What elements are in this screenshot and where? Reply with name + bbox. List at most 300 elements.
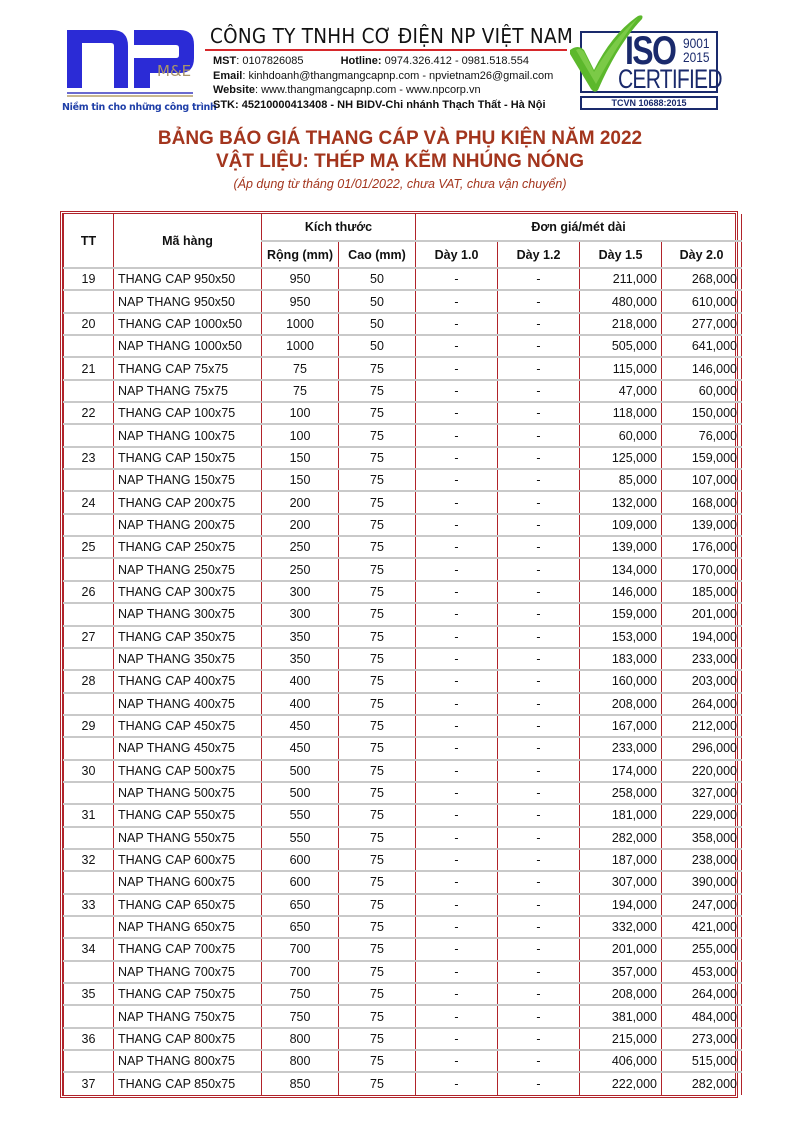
logo-rule	[67, 95, 193, 97]
width-mm: 600	[262, 849, 339, 871]
height-mm: 75	[339, 491, 416, 513]
product-code: THANG CAP 550x75	[114, 804, 262, 826]
row-number	[64, 290, 114, 312]
price-thickness-1-5: 134,000	[580, 558, 662, 580]
price-thickness-1-0: -	[416, 469, 498, 491]
product-code: THANG CAP 500x75	[114, 760, 262, 782]
price-thickness-1-2: -	[498, 290, 580, 312]
price-thickness-1-0: -	[416, 558, 498, 580]
price-thickness-1-0: -	[416, 536, 498, 558]
row-number	[64, 693, 114, 715]
table-row	[64, 290, 742, 312]
price-thickness-1-0: -	[416, 380, 498, 402]
price-thickness-1-0: -	[416, 335, 498, 357]
price-table-frame	[60, 211, 738, 1098]
row-number: 34	[64, 938, 114, 960]
bank-account: STK: 45210000413408 - NH BIDV-Chi nhánh Thạch Thất - Hà Nội	[213, 98, 546, 111]
product-code: THANG CAP 300x75	[114, 581, 262, 603]
price-thickness-1-5: 194,000	[580, 894, 662, 916]
price-thickness-1-5: 406,000	[580, 1050, 662, 1072]
email-row	[213, 69, 553, 84]
product-code: THANG CAP 650x75	[114, 894, 262, 916]
table-row	[64, 313, 742, 335]
price-thickness-1-0: -	[416, 961, 498, 983]
width-mm: 550	[262, 804, 339, 826]
height-mm: 50	[339, 268, 416, 290]
price-thickness-1-0: -	[416, 849, 498, 871]
price-thickness-1-5: 282,000	[580, 827, 662, 849]
table-row	[64, 491, 742, 513]
table-row	[64, 1072, 742, 1094]
height-mm: 75	[339, 648, 416, 670]
logo-suffix: M&E	[157, 62, 192, 80]
price-thickness-1-2: -	[498, 782, 580, 804]
row-number	[64, 782, 114, 804]
price-thickness-2-0: 273,000	[662, 1028, 742, 1050]
price-thickness-2-0: 168,000	[662, 491, 742, 513]
row-number: 37	[64, 1072, 114, 1094]
website-value[interactable]: : www.thangmangcapnp.com - www.npcorp.vn	[254, 84, 481, 96]
price-thickness-1-5: 47,000	[580, 380, 662, 402]
price-thickness-1-0: -	[416, 603, 498, 625]
width-mm: 550	[262, 827, 339, 849]
row-number: 29	[64, 715, 114, 737]
iso-certified-badge	[568, 14, 722, 110]
row-number	[64, 648, 114, 670]
product-code: THANG CAP 250x75	[114, 536, 262, 558]
price-thickness-2-0: 296,000	[662, 737, 742, 759]
price-thickness-1-0: -	[416, 424, 498, 446]
height-mm: 50	[339, 313, 416, 335]
width-mm: 350	[262, 648, 339, 670]
product-code: THANG CAP 200x75	[114, 491, 262, 513]
table-row	[64, 916, 742, 938]
document-title: BẢNG BÁO GIÁ THANG CÁP VÀ PHỤ KIỆN NĂM 2022	[157, 128, 643, 149]
height-mm: 75	[339, 581, 416, 603]
price-thickness-1-5: 357,000	[580, 961, 662, 983]
row-number: 22	[64, 402, 114, 424]
width-mm: 950	[262, 268, 339, 290]
col-header-day-1-2: Dày 1.2	[498, 241, 580, 268]
hotline-value: 0974.326.412 - 0981.518.554	[381, 55, 529, 67]
width-mm: 100	[262, 424, 339, 446]
price-thickness-2-0: 201,000	[662, 603, 742, 625]
iso-year-2015: 2015	[683, 49, 710, 65]
product-code: NAP THANG 450x75	[114, 737, 262, 759]
width-mm: 75	[262, 357, 339, 379]
price-thickness-1-2: -	[498, 447, 580, 469]
price-thickness-1-2: -	[498, 961, 580, 983]
price-thickness-1-5: 183,000	[580, 648, 662, 670]
price-thickness-1-5: 160,000	[580, 670, 662, 692]
header-divider	[205, 49, 567, 51]
price-thickness-1-0: -	[416, 871, 498, 893]
company-name: CÔNG TY TNHH CƠ ĐIỆN NP VIỆT NAM	[210, 24, 573, 48]
price-thickness-1-2: -	[498, 827, 580, 849]
table-row	[64, 603, 742, 625]
price-thickness-1-5: 201,000	[580, 938, 662, 960]
row-number: 33	[64, 894, 114, 916]
table-row	[64, 961, 742, 983]
price-thickness-1-0: -	[416, 737, 498, 759]
company-logo	[62, 28, 217, 113]
price-thickness-2-0: 150,000	[662, 402, 742, 424]
product-code: THANG CAP 950x50	[114, 268, 262, 290]
price-thickness-2-0: 282,000	[662, 1072, 742, 1094]
width-mm: 750	[262, 1005, 339, 1027]
price-thickness-1-2: -	[498, 357, 580, 379]
price-thickness-1-2: -	[498, 760, 580, 782]
email-value[interactable]: : kinhdoanh@thangmangcapnp.com - npvietnam26@gmail.com	[242, 69, 554, 82]
price-thickness-1-2: -	[498, 648, 580, 670]
website-row	[213, 83, 553, 98]
table-row	[64, 626, 742, 648]
row-number: 26	[64, 581, 114, 603]
height-mm: 50	[339, 290, 416, 312]
row-number	[64, 1005, 114, 1027]
table-row	[64, 737, 742, 759]
product-code: THANG CAP 450x75	[114, 715, 262, 737]
price-thickness-2-0: 358,000	[662, 827, 742, 849]
product-code: NAP THANG 750x75	[114, 1005, 262, 1027]
height-mm: 75	[339, 1028, 416, 1050]
row-number	[64, 961, 114, 983]
price-thickness-1-0: -	[416, 357, 498, 379]
price-thickness-1-0: -	[416, 313, 498, 335]
height-mm: 75	[339, 871, 416, 893]
price-thickness-1-5: 381,000	[580, 1005, 662, 1027]
price-thickness-1-2: -	[498, 581, 580, 603]
price-thickness-1-2: -	[498, 558, 580, 580]
price-thickness-1-5: 258,000	[580, 782, 662, 804]
price-thickness-1-2: -	[498, 536, 580, 558]
width-mm: 150	[262, 469, 339, 491]
price-thickness-1-5: 153,000	[580, 626, 662, 648]
price-thickness-2-0: 641,000	[662, 335, 742, 357]
width-mm: 500	[262, 760, 339, 782]
price-thickness-1-5: 139,000	[580, 536, 662, 558]
table-row	[64, 804, 742, 826]
table-row	[64, 335, 742, 357]
price-thickness-1-5: 167,000	[580, 715, 662, 737]
table-row	[64, 983, 742, 1005]
table-row	[64, 670, 742, 692]
width-mm: 300	[262, 603, 339, 625]
mst-value: : 0107826085	[236, 55, 304, 67]
price-thickness-1-5: 505,000	[580, 335, 662, 357]
height-mm: 75	[339, 782, 416, 804]
price-thickness-1-5: 146,000	[580, 581, 662, 603]
row-number: 30	[64, 760, 114, 782]
height-mm: 75	[339, 670, 416, 692]
tax-hotline-row	[213, 54, 553, 69]
width-mm: 850	[262, 1072, 339, 1094]
row-number	[64, 469, 114, 491]
row-number	[64, 558, 114, 580]
bank-row	[213, 98, 553, 113]
price-thickness-1-0: -	[416, 402, 498, 424]
iso-number	[683, 36, 709, 64]
width-mm: 250	[262, 536, 339, 558]
price-thickness-2-0: 212,000	[662, 715, 742, 737]
price-thickness-2-0: 453,000	[662, 961, 742, 983]
price-thickness-1-5: 174,000	[580, 760, 662, 782]
table-row	[64, 469, 742, 491]
price-thickness-1-0: -	[416, 804, 498, 826]
price-thickness-1-2: -	[498, 715, 580, 737]
width-mm: 450	[262, 715, 339, 737]
height-mm: 75	[339, 447, 416, 469]
product-code: NAP THANG 350x75	[114, 648, 262, 670]
row-number	[64, 737, 114, 759]
price-thickness-1-0: -	[416, 1050, 498, 1072]
price-thickness-2-0: 203,000	[662, 670, 742, 692]
height-mm: 75	[339, 961, 416, 983]
price-thickness-1-0: -	[416, 290, 498, 312]
row-number	[64, 827, 114, 849]
price-thickness-2-0: 220,000	[662, 760, 742, 782]
price-thickness-1-5: 60,000	[580, 424, 662, 446]
row-number	[64, 380, 114, 402]
price-thickness-2-0: 238,000	[662, 849, 742, 871]
price-thickness-1-2: -	[498, 804, 580, 826]
product-code: THANG CAP 850x75	[114, 1072, 262, 1094]
price-thickness-2-0: 233,000	[662, 648, 742, 670]
product-code: NAP THANG 250x75	[114, 558, 262, 580]
price-thickness-1-5: 218,000	[580, 313, 662, 335]
price-thickness-2-0: 610,000	[662, 290, 742, 312]
height-mm: 75	[339, 916, 416, 938]
height-mm: 75	[339, 760, 416, 782]
price-thickness-1-2: -	[498, 849, 580, 871]
table-row	[64, 402, 742, 424]
price-thickness-1-5: 208,000	[580, 983, 662, 1005]
table-row	[64, 514, 742, 536]
product-code: NAP THANG 300x75	[114, 603, 262, 625]
price-thickness-1-0: -	[416, 693, 498, 715]
col-header-ma-hang: Mã hàng	[114, 214, 262, 268]
hotline	[341, 54, 529, 69]
product-code: THANG CAP 75x75	[114, 357, 262, 379]
product-code: THANG CAP 350x75	[114, 626, 262, 648]
price-thickness-1-0: -	[416, 648, 498, 670]
table-row	[64, 536, 742, 558]
price-thickness-2-0: 255,000	[662, 938, 742, 960]
row-number	[64, 335, 114, 357]
price-thickness-1-0: -	[416, 491, 498, 513]
table-row	[64, 760, 742, 782]
price-thickness-2-0: 159,000	[662, 447, 742, 469]
price-thickness-2-0: 484,000	[662, 1005, 742, 1027]
price-thickness-1-0: -	[416, 447, 498, 469]
width-mm: 200	[262, 514, 339, 536]
price-thickness-1-2: -	[498, 1028, 580, 1050]
price-thickness-1-5: 211,000	[580, 268, 662, 290]
price-thickness-2-0: 194,000	[662, 626, 742, 648]
table-row	[64, 357, 742, 379]
price-thickness-2-0: 515,000	[662, 1050, 742, 1072]
price-thickness-1-2: -	[498, 424, 580, 446]
price-thickness-1-5: 132,000	[580, 491, 662, 513]
price-thickness-1-5: 215,000	[580, 1028, 662, 1050]
col-header-cao: Cao (mm)	[339, 241, 416, 268]
table-row	[64, 648, 742, 670]
price-thickness-1-5: 208,000	[580, 693, 662, 715]
price-thickness-2-0: 146,000	[662, 357, 742, 379]
height-mm: 75	[339, 402, 416, 424]
row-number: 19	[64, 268, 114, 290]
price-thickness-2-0: 229,000	[662, 804, 742, 826]
price-thickness-1-0: -	[416, 894, 498, 916]
price-thickness-2-0: 170,000	[662, 558, 742, 580]
height-mm: 75	[339, 693, 416, 715]
height-mm: 75	[339, 536, 416, 558]
height-mm: 75	[339, 380, 416, 402]
table-row	[64, 1050, 742, 1072]
price-thickness-1-2: -	[498, 335, 580, 357]
price-thickness-1-5: 115,000	[580, 357, 662, 379]
price-thickness-2-0: 107,000	[662, 469, 742, 491]
height-mm: 75	[339, 849, 416, 871]
price-thickness-2-0: 264,000	[662, 983, 742, 1005]
product-code: THANG CAP 150x75	[114, 447, 262, 469]
table-row	[64, 447, 742, 469]
width-mm: 650	[262, 894, 339, 916]
row-number: 36	[64, 1028, 114, 1050]
price-thickness-2-0: 421,000	[662, 916, 742, 938]
price-thickness-1-2: -	[498, 1050, 580, 1072]
price-thickness-1-0: -	[416, 581, 498, 603]
width-mm: 600	[262, 871, 339, 893]
price-thickness-2-0: 185,000	[662, 581, 742, 603]
price-thickness-1-2: -	[498, 313, 580, 335]
price-thickness-2-0: 268,000	[662, 268, 742, 290]
price-thickness-2-0: 327,000	[662, 782, 742, 804]
price-thickness-1-5: 181,000	[580, 804, 662, 826]
width-mm: 1000	[262, 335, 339, 357]
price-thickness-1-0: -	[416, 938, 498, 960]
table-row	[64, 380, 742, 402]
price-thickness-1-5: 109,000	[580, 514, 662, 536]
width-mm: 450	[262, 737, 339, 759]
row-number: 20	[64, 313, 114, 335]
height-mm: 75	[339, 469, 416, 491]
iso-text: ISO	[625, 29, 676, 73]
product-code: THANG CAP 800x75	[114, 1028, 262, 1050]
table-row	[64, 1028, 742, 1050]
price-thickness-1-2: -	[498, 916, 580, 938]
width-mm: 350	[262, 626, 339, 648]
row-number: 25	[64, 536, 114, 558]
table-row	[64, 894, 742, 916]
price-thickness-1-5: 233,000	[580, 737, 662, 759]
price-thickness-1-2: -	[498, 1072, 580, 1094]
table-row	[64, 424, 742, 446]
product-code: NAP THANG 150x75	[114, 469, 262, 491]
height-mm: 50	[339, 335, 416, 357]
table-row	[64, 1005, 742, 1027]
price-thickness-2-0: 390,000	[662, 871, 742, 893]
row-number: 31	[64, 804, 114, 826]
row-number	[64, 424, 114, 446]
width-mm: 150	[262, 447, 339, 469]
price-thickness-1-0: -	[416, 1072, 498, 1094]
price-thickness-1-5: 187,000	[580, 849, 662, 871]
price-thickness-2-0: 139,000	[662, 514, 742, 536]
product-code: THANG CAP 400x75	[114, 670, 262, 692]
product-code: NAP THANG 650x75	[114, 916, 262, 938]
product-code: THANG CAP 1000x50	[114, 313, 262, 335]
height-mm: 75	[339, 1050, 416, 1072]
width-mm: 75	[262, 380, 339, 402]
height-mm: 75	[339, 1005, 416, 1027]
price-thickness-1-0: -	[416, 670, 498, 692]
hotline-label: Hotline:	[340, 55, 382, 67]
width-mm: 250	[262, 558, 339, 580]
product-code: THANG CAP 600x75	[114, 849, 262, 871]
price-thickness-2-0: 277,000	[662, 313, 742, 335]
product-code: NAP THANG 700x75	[114, 961, 262, 983]
price-thickness-1-5: 222,000	[580, 1072, 662, 1094]
price-thickness-1-2: -	[498, 983, 580, 1005]
height-mm: 75	[339, 715, 416, 737]
price-thickness-1-5: 125,000	[580, 447, 662, 469]
price-thickness-1-2: -	[498, 938, 580, 960]
height-mm: 75	[339, 626, 416, 648]
logo-rule	[67, 92, 193, 94]
width-mm: 800	[262, 1028, 339, 1050]
row-number	[64, 514, 114, 536]
price-thickness-1-0: -	[416, 715, 498, 737]
width-mm: 750	[262, 983, 339, 1005]
price-thickness-1-2: -	[498, 491, 580, 513]
width-mm: 700	[262, 938, 339, 960]
row-number: 23	[64, 447, 114, 469]
width-mm: 100	[262, 402, 339, 424]
price-table-body	[64, 268, 742, 1095]
height-mm: 75	[339, 938, 416, 960]
price-thickness-2-0: 60,000	[662, 380, 742, 402]
width-mm: 200	[262, 491, 339, 513]
table-row	[64, 558, 742, 580]
price-thickness-2-0: 264,000	[662, 693, 742, 715]
checkmark-icon	[568, 14, 648, 94]
width-mm: 400	[262, 693, 339, 715]
price-thickness-2-0: 176,000	[662, 536, 742, 558]
product-code: NAP THANG 600x75	[114, 871, 262, 893]
product-code: NAP THANG 75x75	[114, 380, 262, 402]
product-code: NAP THANG 500x75	[114, 782, 262, 804]
price-thickness-1-2: -	[498, 603, 580, 625]
row-number	[64, 1050, 114, 1072]
table-row	[64, 693, 742, 715]
product-code: THANG CAP 700x75	[114, 938, 262, 960]
price-thickness-1-0: -	[416, 760, 498, 782]
row-number: 21	[64, 357, 114, 379]
price-thickness-1-2: -	[498, 670, 580, 692]
price-thickness-1-2: -	[498, 626, 580, 648]
price-thickness-1-0: -	[416, 514, 498, 536]
price-thickness-1-2: -	[498, 380, 580, 402]
height-mm: 75	[339, 603, 416, 625]
product-code: NAP THANG 950x50	[114, 290, 262, 312]
row-number: 35	[64, 983, 114, 1005]
table-row	[64, 782, 742, 804]
width-mm: 500	[262, 782, 339, 804]
price-thickness-2-0: 247,000	[662, 894, 742, 916]
width-mm: 650	[262, 916, 339, 938]
col-header-kich-thuoc: Kích thước	[262, 214, 416, 241]
